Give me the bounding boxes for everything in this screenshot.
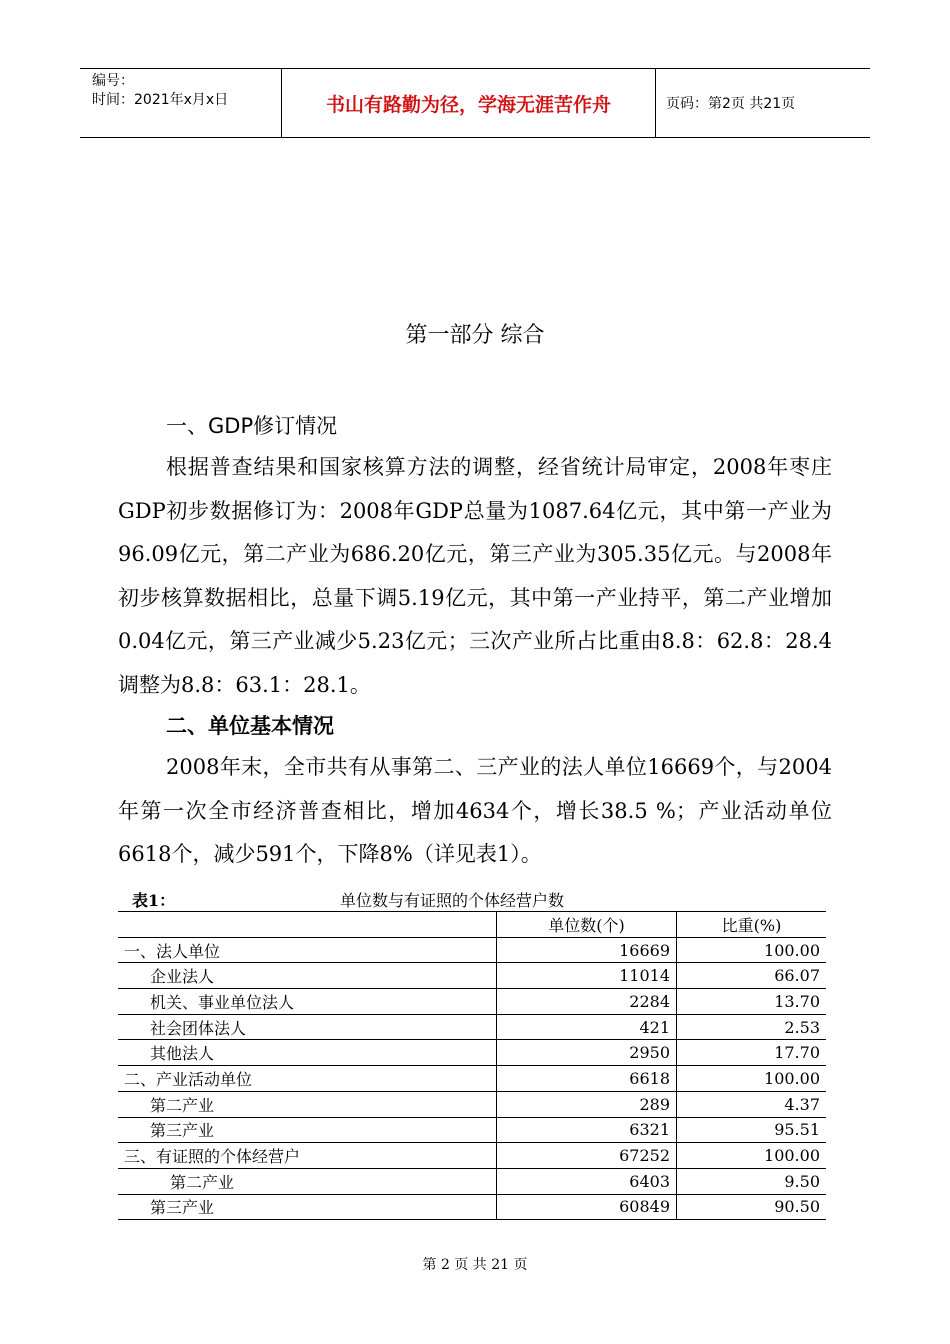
table-header-ratio: 比重(%): [677, 912, 827, 938]
row-ratio: 95.51: [677, 1117, 827, 1143]
row-name: 机关、事业单位法人: [118, 989, 497, 1015]
page-header: [80, 68, 870, 138]
row-name: 第三产业: [118, 1194, 497, 1220]
row-ratio: 100.00: [677, 1066, 827, 1092]
row-count: 2950: [497, 1040, 677, 1066]
row-count: 11014: [497, 963, 677, 989]
table-row: [118, 937, 826, 963]
table-header-empty: [118, 912, 497, 938]
section1-paragraph: 根据普查结果和国家核算方法的调整，经省统计局审定，2008年枣庄GDP初步数据修订为：2008年GDP总量为1087.64亿元，其中第一产业为96.09亿元，第二产业为686.20亿元，第三产业为305.35亿元。与2008年初步核算数据相比，总量下调5.19亿元，其中第一产业持平，第二产业增加0.04亿元，第三产业减少5.23亿元；三次产业所占比重由8.8：62.8：28.4调整为8.8：63.1：28.1。: [118, 455, 832, 697]
section1-title: 一、GDP修订情况: [166, 414, 338, 438]
row-ratio: 100.00: [677, 1143, 827, 1169]
row-count: 289: [497, 1091, 677, 1117]
table-header-count: 单位数(个): [497, 912, 677, 938]
row-count: 6403: [497, 1168, 677, 1194]
row-ratio: 17.70: [677, 1040, 827, 1066]
section2-title: 二、单位基本情况: [166, 714, 334, 738]
header-page-info: 页码：第2页 共21页: [666, 96, 796, 112]
header-meta: [80, 69, 282, 137]
row-ratio: 2.53: [677, 1014, 827, 1040]
row-name: 第二产业: [118, 1091, 497, 1117]
table-row: [118, 1091, 826, 1117]
row-ratio: 90.50: [677, 1194, 827, 1220]
table-row: [118, 1014, 826, 1040]
row-count: 67252: [497, 1143, 677, 1169]
row-name: 其他法人: [118, 1040, 497, 1066]
row-name: 二、产业活动单位: [118, 1066, 497, 1092]
row-count: 16669: [497, 937, 677, 963]
row-name: 一、法人单位: [118, 937, 497, 963]
row-count: 421: [497, 1014, 677, 1040]
row-count: 6618: [497, 1066, 677, 1092]
table-row: [118, 1117, 826, 1143]
header-number: 编号：: [92, 73, 134, 89]
header-motto: 书山有路勤为径，学海无涯苦作舟: [282, 69, 656, 137]
row-name: 企业法人: [118, 963, 497, 989]
row-count: 2284: [497, 989, 677, 1015]
table-row: [118, 1066, 826, 1092]
table-row: [118, 1143, 826, 1169]
part-title: 第一部分 综合: [405, 323, 545, 348]
row-count: 60849: [497, 1194, 677, 1220]
table-title: 单位数与有证照的个体经营户数: [340, 891, 565, 910]
row-ratio: 13.70: [677, 989, 827, 1015]
table-label: [132, 888, 175, 911]
row-count: 6321: [497, 1117, 677, 1143]
row-ratio: 66.07: [677, 963, 827, 989]
table-header-row: [118, 912, 826, 938]
section2-paragraph: 2008年末，全市共有从事第二、三产业的法人单位16669个，与2004年第一次全市经济普查相比，增加4634个，增长38.5 %；产业活动单位6618个，减少591个，下降8%（详见表1）。: [118, 755, 832, 866]
row-name: 第三产业: [118, 1117, 497, 1143]
table-row: [118, 989, 826, 1015]
row-ratio: 9.50: [677, 1168, 827, 1194]
row-ratio: 4.37: [677, 1091, 827, 1117]
header-date: 时间：2021年x月x日: [92, 92, 229, 108]
row-name: 第二产业: [118, 1168, 497, 1194]
page-footer: 第 2 页 共 21 页: [422, 1257, 528, 1273]
table-row: [118, 1194, 826, 1220]
table-row: [118, 1168, 826, 1194]
table-row: [118, 1040, 826, 1066]
table-row: [118, 963, 826, 989]
unit-table: [118, 911, 826, 1220]
row-name: 社会团体法人: [118, 1014, 497, 1040]
row-ratio: 100.00: [677, 937, 827, 963]
table-label-text: 表1：: [132, 891, 176, 910]
row-name: 三、有证照的个体经营户: [118, 1143, 497, 1169]
